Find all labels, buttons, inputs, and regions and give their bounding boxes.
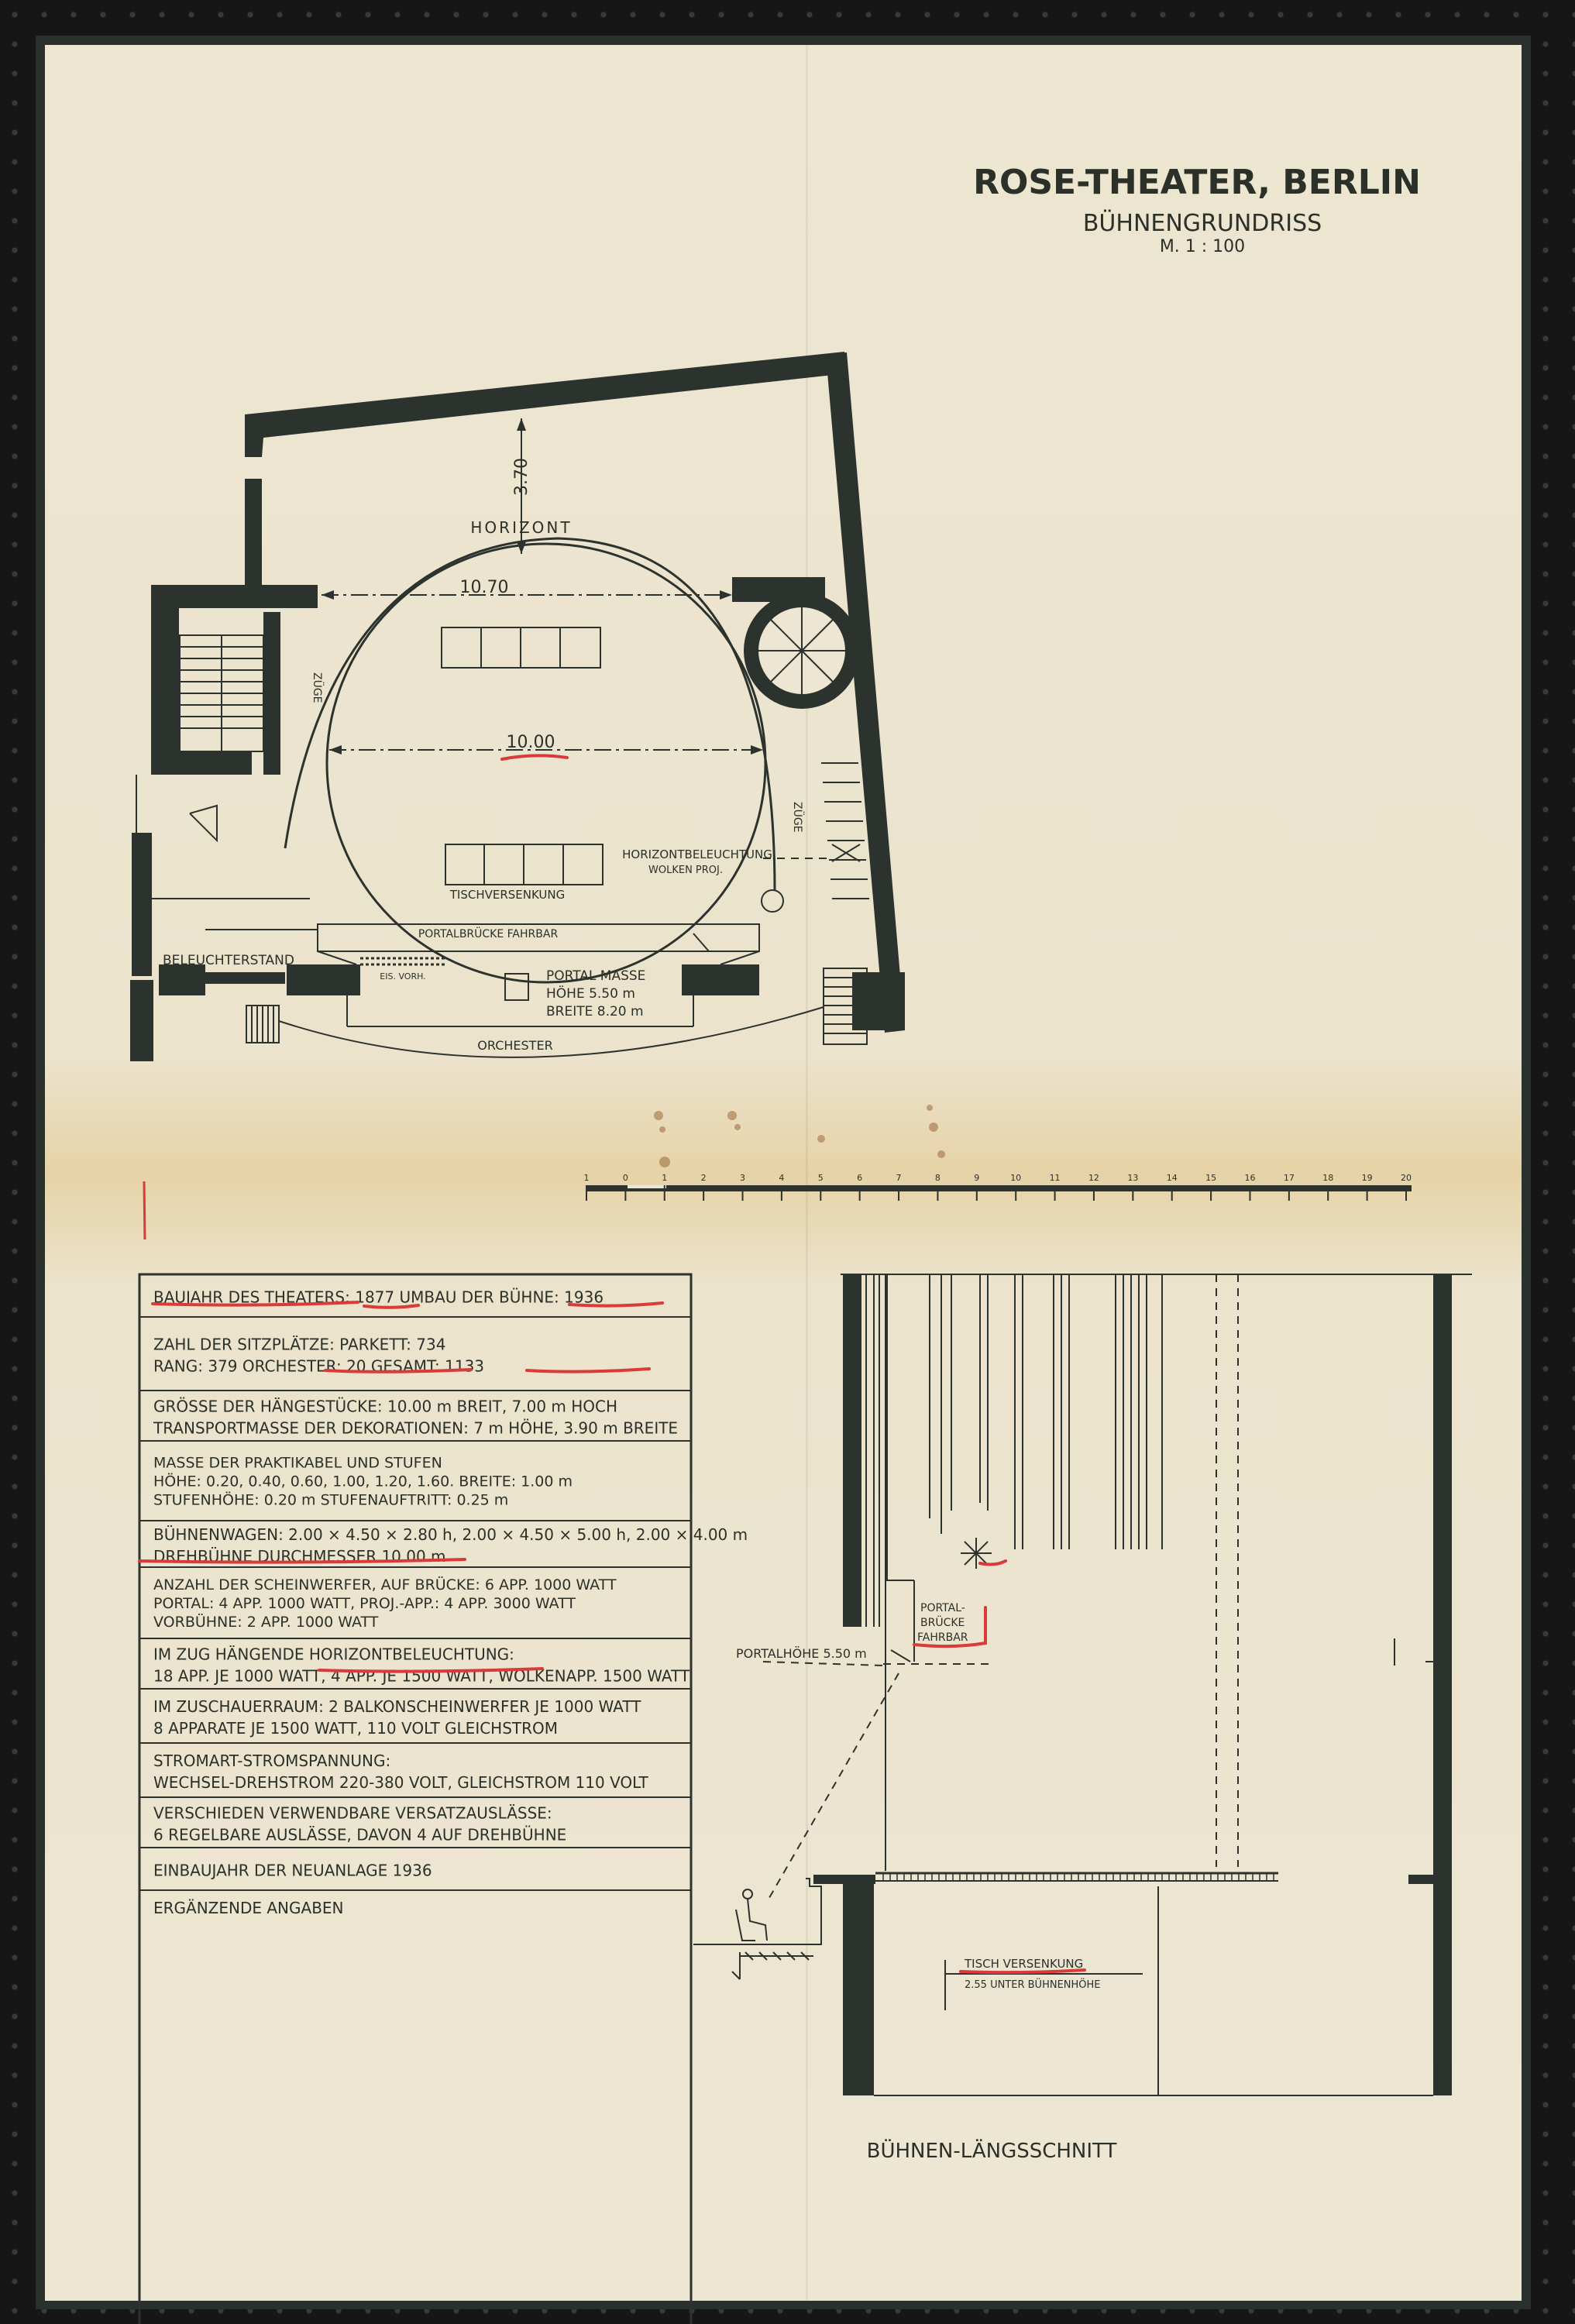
portal-masse-label: PORTAL MASSE [546, 968, 646, 984]
table-row-line: 18 APP. JE 1000 WATT, 4 APP. JE 1500 WATT, WOLKENAPP. 1500 WATT [153, 1666, 690, 1686]
plan-wall-left-upper [245, 479, 262, 586]
table-row-line: 8 APPARATE JE 1500 WATT, 110 VOLT GLEICHSTROM [153, 1719, 559, 1738]
horizont-label: HORIZONT [470, 518, 573, 537]
podium-lower [445, 844, 603, 885]
scale-bar-label: 12 [1088, 1173, 1099, 1183]
table-row-line: STUFENHÖHE: 0.20 m STUFENAUFTRITT: 0.25 m [153, 1491, 509, 1509]
steps-left [246, 1006, 279, 1043]
table-row-line: PORTAL: 4 APP. 1000 WATT, PROJ.-APP.: 4 APP. 3000 WATT [153, 1595, 576, 1612]
scale-bar-label: 13 [1127, 1173, 1139, 1183]
poster-subtitle: BÜHNENGRUNDRISS [1082, 210, 1322, 237]
portal-bruecke-3: FAHRBAR [917, 1631, 968, 1644]
table-row-line: RANG: 379 ORCHESTER: 20 GESAMT: 1133 [153, 1356, 485, 1376]
plan-wall-stair-left [151, 585, 179, 763]
wolken-proj-label: WOLKEN PROJ. [648, 865, 723, 876]
eis-vorh-label: EIS. VORH. [380, 971, 426, 982]
table-row-line: ERGÄNZENDE ANGABEN [153, 1899, 344, 1917]
longitudinal-section [693, 1274, 1472, 2163]
table-row-line: 6 REGELBARE AUSLÄSSE, DAVON 4 AUF DREHBÜHNE [153, 1825, 567, 1844]
scale-bar-label: 15 [1205, 1173, 1217, 1183]
plan-wall-stair-right [263, 612, 280, 775]
iron-curtain [360, 958, 445, 964]
portal-bruecke-2: BRÜCKE [920, 1617, 965, 1629]
scale-bar-label: 0 [622, 1173, 628, 1183]
portal-bruecke-1: PORTAL- [920, 1602, 965, 1614]
scale-bar-label: 20 [1401, 1173, 1412, 1183]
horizontbeleuchtung-label: HORIZONTBELEUCHTUNG [622, 847, 772, 861]
table-row-line: WECHSEL-DREHSTROM 220-380 VOLT, GLEICHSTROM 110 VOLT [153, 1773, 648, 1792]
plan-wall-top [245, 352, 847, 457]
wolken-projector [762, 890, 783, 912]
plan-wall-stair-bottom [151, 751, 252, 775]
scale-bar [584, 1173, 1412, 1201]
zuege-rack-right [821, 763, 869, 899]
spiral-stair-treads [758, 607, 846, 695]
scale-bar-label: 10 [1010, 1173, 1022, 1183]
scale-bar-label: 7 [896, 1173, 902, 1183]
scale-bar-label: 16 [1244, 1173, 1256, 1183]
scale-bar-label: 19 [1361, 1173, 1373, 1183]
plan-wall-stair-top [163, 585, 318, 608]
spectator-figure [736, 1889, 767, 1941]
red-underline-diameter [502, 755, 567, 759]
scale-bar-label: 6 [857, 1173, 863, 1183]
scale-bar-label: 8 [934, 1173, 941, 1183]
tischversenkung-label: TISCHVERSENKUNG [449, 888, 566, 902]
portal-breite-label: BREITE 8.20 m [546, 1004, 644, 1019]
table-row-line: ZAHL DER SITZPLÄTZE: PARKETT: 734 [153, 1335, 446, 1354]
zuege-left-label: ZÜGE [311, 672, 323, 703]
dim-width-label: 10.70 [459, 578, 509, 597]
horizont-curve [285, 538, 775, 891]
table-row-line: EINBAUJAHR DER NEUANLAGE 1936 [153, 1861, 432, 1880]
scale-bar-label: 4 [779, 1173, 785, 1183]
prompter-box [505, 974, 528, 1000]
red-margin-mark [144, 1181, 145, 1239]
beleuchterstand-label: BELEUCHTERSTAND [163, 953, 294, 968]
table-row-line: IM ZUG HÄNGENDE HORIZONTBELEUCHTUNG: [153, 1645, 514, 1664]
table-row-line: BAUJAHR DES THEATERS: 1877 UMBAU DER BÜHNE: 1936 [153, 1287, 604, 1307]
scale-bar-label: 17 [1283, 1173, 1295, 1183]
dim-depth-label: 3.70 [512, 458, 531, 496]
scale-bar-label: 2 [700, 1173, 707, 1183]
scale-note: M. 1 : 100 [1159, 237, 1246, 256]
zuege-right-label: ZÜGE [791, 802, 803, 833]
table-row-line: VERSCHIEDEN VERWENDBARE VERSATZAUSLÄSSE: [153, 1803, 552, 1823]
table-row-line: MASSE DER PRAKTIKABEL UND STUFEN [153, 1454, 442, 1472]
info-table [139, 1274, 748, 2324]
section-tischversenkung-label: TISCH VERSENKUNG [965, 1957, 1084, 1971]
unter-buehnenhoehe-label: 2.55 UNTER BÜHNENHÖHE [965, 1979, 1101, 1991]
poster-title: ROSE-THEATER, BERLIN [973, 163, 1421, 202]
scale-bar-label: 11 [1049, 1173, 1061, 1183]
scale-bar-label: 1 [583, 1173, 590, 1183]
table-row-line: VORBÜHNE: 2 APP. 1000 WATT [153, 1614, 379, 1631]
portal-hoehe-label: HÖHE 5.50 m [546, 986, 635, 1002]
section-wall-front [843, 1274, 861, 1627]
table-row-line: TRANSPORTMASSE DER DEKORATIONEN: 7 m HÖHE, 3.90 m BREITE [153, 1418, 679, 1438]
podium-upper [442, 627, 600, 668]
table-row-line: GRÖSSE DER HÄNGESTÜCKE: 10.00 m BREIT, 7.00 m HOCH [153, 1397, 618, 1416]
dim-diameter-label: 10.00 [506, 733, 555, 752]
plan-wall-left-bottom [130, 980, 153, 1061]
table-row-line: BÜHNENWAGEN: 2.00 × 4.50 × 2.80 h, 2.00 × 4.50 × 5.00 h, 2.00 × 4.00 m [153, 1525, 748, 1544]
section-wall-back [1433, 1274, 1452, 2095]
scale-bar-label: 5 [817, 1173, 824, 1183]
table-row-line: IM ZUSCHAUERRAUM: 2 BALKONSCHEINWERFER JE 1000 WATT [153, 1697, 641, 1716]
scale-bar-label: 1 [662, 1173, 668, 1183]
scale-bar-label: 3 [740, 1173, 746, 1183]
scale-bar-label: 18 [1322, 1173, 1334, 1183]
drehbuehne-circle [327, 544, 765, 982]
paper-stains [654, 1105, 945, 1167]
plan-pillar-right [682, 964, 759, 995]
table-row-line: STROMART-STROMSPANNUNG: [153, 1752, 391, 1770]
portalhoehe-label: PORTALHÖHE 5.50 m [736, 1646, 867, 1661]
orchester-label: ORCHESTER [477, 1038, 553, 1053]
portalbruecke-label: PORTALBRÜCKE FAHRBAR [418, 928, 559, 940]
floor-plan [130, 352, 905, 1061]
table-row-line: ANZAHL DER SCHEINWERFER, AUF BRÜCKE: 6 APP. 1000 WATT [153, 1576, 617, 1593]
scale-bar-label: 14 [1166, 1173, 1178, 1183]
plan-wall-left-lower [132, 833, 152, 976]
section-pit-wall-left [843, 1875, 874, 2095]
section-title: BÜHNEN-LÄNGSSCHNITT [866, 2140, 1117, 2163]
fly-system-lines [866, 1274, 1238, 1867]
table-row-line: HÖHE: 0.20, 0.40, 0.60, 1.00, 1.20, 1.60. BREITE: 1.00 m [153, 1473, 573, 1490]
plan-pillar-left [287, 964, 360, 995]
table-row-line: DREHBÜHNE DURCHMESSER 10.00 m [153, 1547, 446, 1566]
section-light-fixture [961, 1538, 1006, 1569]
scale-bar-label: 9 [974, 1173, 980, 1183]
